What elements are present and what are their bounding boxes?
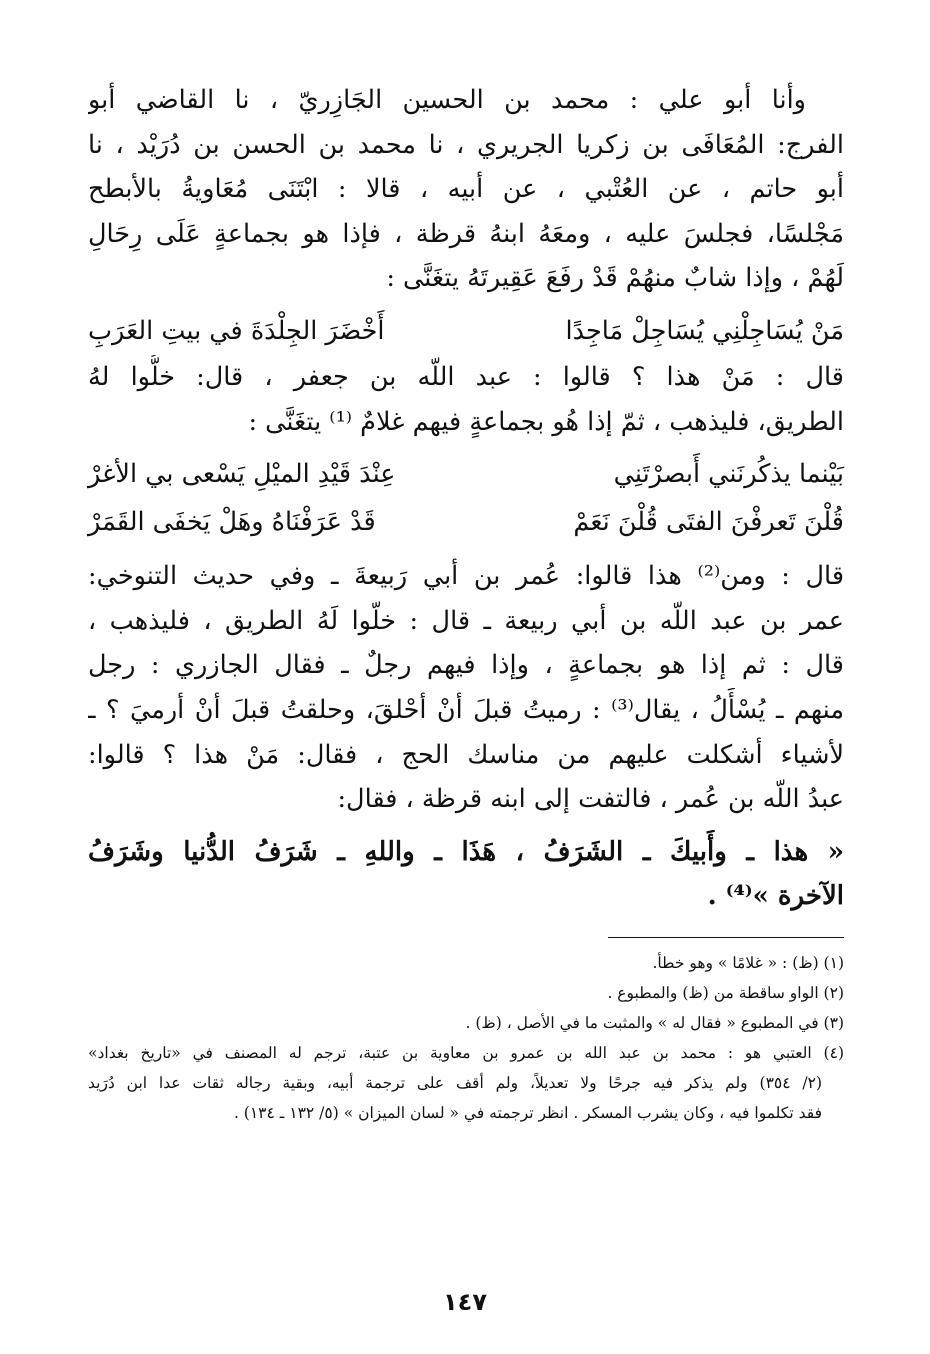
quote-line: « هذا ـ وأَبيكَ ـ الشَرَفُ ، هَذَا ـ واللهِ ـ شَرَفُ الدُّنيا وشَرَفُ xyxy=(88,836,844,867)
footnote: (٤) العتبي هو : محمد بن عبد الله بن عمرو بن معاوية بن عتبة، ترجم له المصنف في «تاريخ بغداد» xyxy=(88,1043,844,1062)
text-line: قال : مَنْ هذا ؟ قالوا : عبد اللّه بن جعفر ، قال: خلُّوا لهُ xyxy=(88,361,844,392)
verse-hemistich-first: بَيْنما يذكُرنَني أَبصرْتَنِي xyxy=(613,459,844,490)
text-line: وأنا أبو علي : محمد بن الحسين الجَازِريّ ، نا القاضي أبو xyxy=(88,85,806,115)
text-line: الفرج: المُعَافَى بن زكريا الجريري ، نا محمد بن الحسن بن دُرَيْد ، نا xyxy=(88,129,844,160)
text-line: عمر بن عبد اللّه بن أبي ربيعة ـ قال : خلّوا لَهُ الطريق ، فليذهب ، xyxy=(88,605,844,636)
verse-hemistich-second: عِنْدَ قَيْدِ الميْلِ يَسْعى بي الأغرْ xyxy=(88,459,396,490)
verse-hemistich-second: أَخْضَرَ الجِلْدَةَ في بيتِ العَرَبِ xyxy=(88,315,385,346)
verse-hemistich-second: قَدْ عَرَفْنَاهُ وهَلْ يَخفَى القَمَرْ xyxy=(88,507,376,538)
text-line: عبدُ اللّه بن عُمر ، فالتفت إلى ابنه قرظة ، فقال: xyxy=(337,784,844,815)
footnotes xyxy=(88,948,844,1128)
verse-2 xyxy=(88,450,844,498)
verse-3 xyxy=(88,498,844,546)
footnote: (٢) الواو ساقطة من (ظ) والمطبوع . xyxy=(607,983,844,1002)
page-number: ١٤٧ xyxy=(443,1288,487,1316)
verse-hemistich-first: مَنْ يُسَاجِلْنِي يُسَاجِلْ مَاجِدًا xyxy=(565,315,844,346)
text-line: أبو حاتم ، عن العُتْبي ، عن أبيه ، قالا : ابْتَنَى مُعَاويةُ بالأبطح xyxy=(88,174,844,205)
text-line: منهم ـ يُسْأَلُ ، يقال⁽³⁾ : رميتُ قبلَ أنْ أحْلقَ، وحلقتُ قبلَ أنْ أرميَ ؟ ـ xyxy=(88,694,844,725)
text-line: الطريق، فليذهب ، ثمّ إذا هُو بجماعةٍ فيهم غلامٌ ⁽¹⁾ يتغَنَّى : xyxy=(248,406,844,437)
text-line: لأشياء أشكلت عليهم من مناسك الحج ، فقال: مَنْ هذا ؟ قالوا: xyxy=(88,739,844,770)
paragraph-1 xyxy=(88,78,844,301)
verse-hemistich-first: قُلْنَ تَعرفْنَ الفتَى قُلْنَ نَعَمْ xyxy=(573,507,844,538)
footnote: (١) (ظ) : « غلامًا » وهو خطأ. xyxy=(652,953,844,972)
paragraph-2 xyxy=(88,355,844,444)
quote-line: الآخرة »⁽⁴⁾ . xyxy=(707,881,844,912)
verse-1 xyxy=(88,307,844,355)
text-line: قال : ثم إذا هو بجماعةٍ ، وإذا فيهم رجلٌ ـ فقال الجازري : رجل xyxy=(88,650,844,681)
text-line: قال : ومن⁽²⁾ هذا قالوا: عُمر بن أبي رَبيعةَ ـ وفي حديث التنوخي: xyxy=(88,561,844,592)
footnote-divider xyxy=(608,937,844,938)
text-line: مَجْلسًا، فجلسَ عليه ، ومعَهُ ابنهُ قرظة ، فإذا هو بجماعةٍ عَلَى رِحَالِ xyxy=(88,218,844,249)
paragraph-3 xyxy=(88,554,844,822)
page-body xyxy=(88,78,844,1128)
footnote-continuation: فقد تكلموا فيه ، وكان يشرب المسكر . انظر ترجمته في « لسان الميزان » (٥/ ١٣٢ ـ ١٣٤) . xyxy=(233,1103,822,1122)
footnote: (٣) في المطبوع « فقال له » والمثبت ما في الأصل ، (ظ) . xyxy=(465,1013,844,1032)
footnote-continuation: (٢/ ٣٥٤) ولم يذكر فيه جرحًا ولا تعديلاً، ولم أقف على ترجمة أبيه، وبقية رجاله ثقات عدا ابن دُرَيد xyxy=(88,1073,822,1092)
text-line: لَهُمْ ، وإذا شابٌ منهُمْ قَدْ رفَعَ عَقِيرتَهُ يتغَنَّى : xyxy=(386,263,844,294)
saying-quote xyxy=(88,830,844,919)
